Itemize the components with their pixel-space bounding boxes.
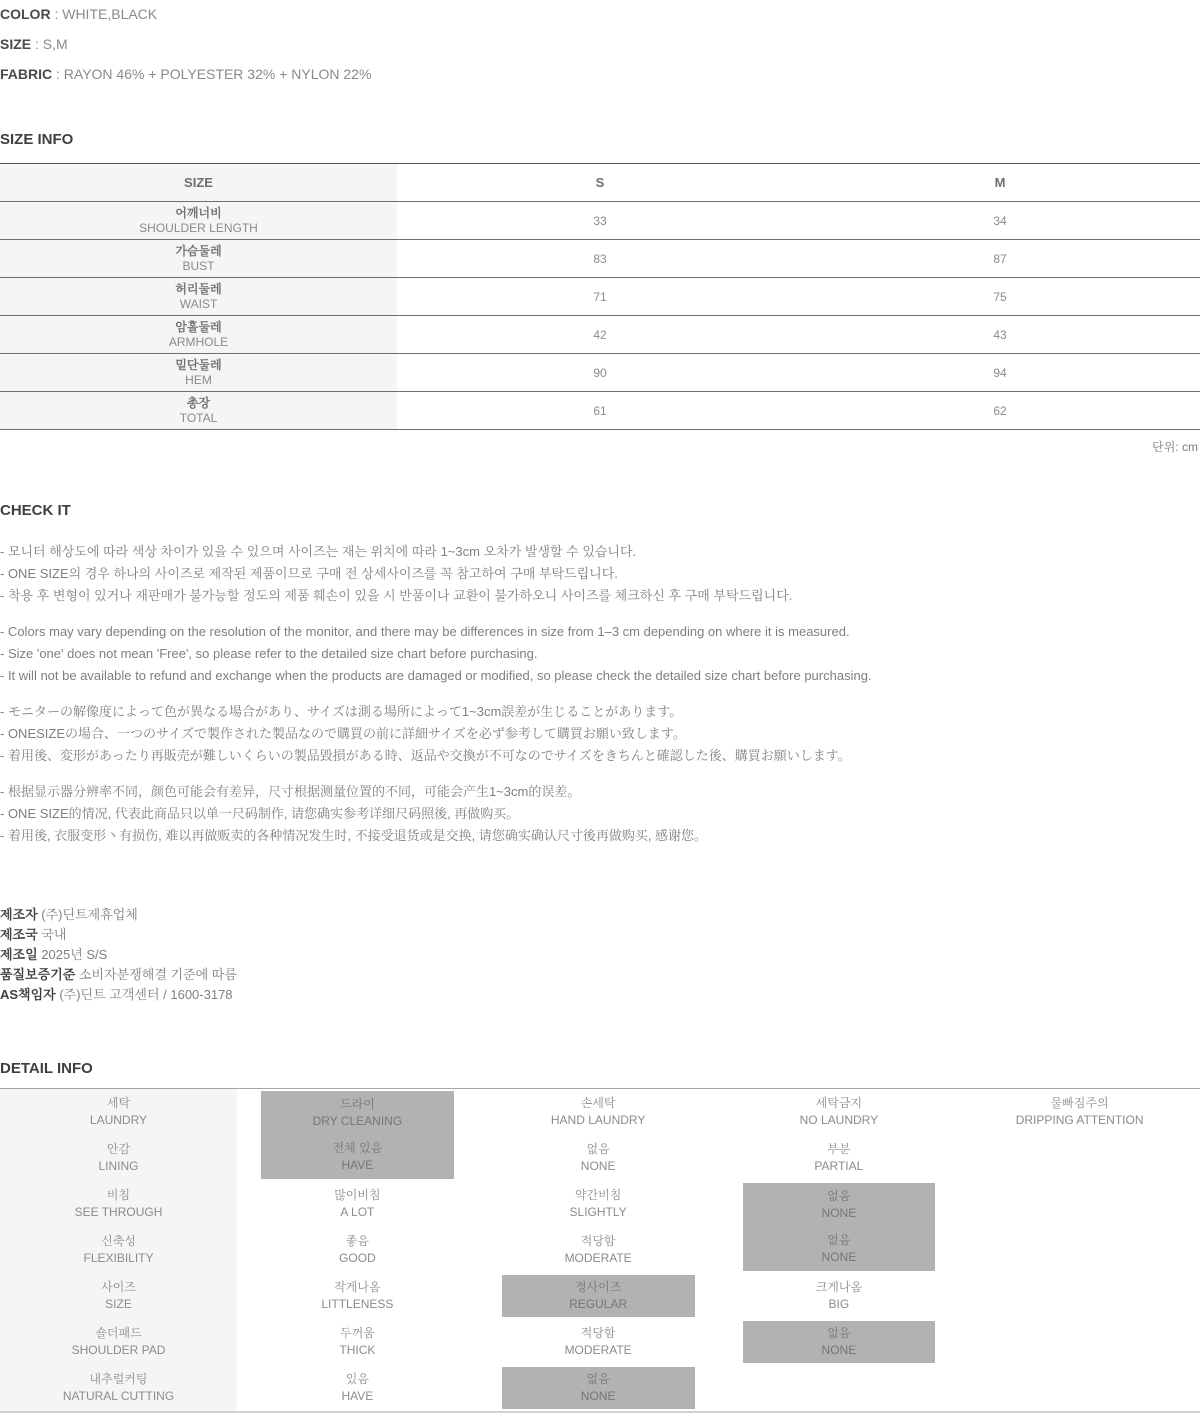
care-option-korean: 물빠짐주의 — [1050, 1096, 1109, 1110]
care-category-label — [0, 1227, 237, 1273]
care-category-korean: 안감 — [106, 1142, 131, 1156]
product-info-value: : S,M — [31, 36, 68, 52]
care-option — [743, 1137, 936, 1179]
detail-info-heading: DETAIL INFO — [0, 1060, 93, 1077]
care-option-cell — [237, 1273, 478, 1319]
manufacturer-row — [0, 965, 1200, 985]
care-option-korean: 있음 — [345, 1372, 369, 1386]
care-category-english: SHOULDER PAD — [71, 1343, 166, 1357]
care-option-english: NONE — [580, 1389, 616, 1403]
care-option-korean: 많이비침 — [334, 1188, 381, 1202]
care-category-english: SEE THROUGH — [74, 1205, 163, 1219]
care-option-english: NO LAUNDRY — [799, 1113, 879, 1127]
care-option — [261, 1183, 454, 1225]
care-option-english: LITTLENESS — [321, 1297, 394, 1311]
care-option-cell — [959, 1181, 1200, 1227]
care-option-english: NONE — [821, 1250, 857, 1264]
care-option-cell — [719, 1319, 960, 1365]
care-option — [502, 1091, 695, 1133]
size-cell-value: 61 — [593, 403, 607, 418]
care-option-english: HAVE — [341, 1389, 374, 1403]
care-option-korean: 없음 — [827, 1189, 851, 1203]
care-attribute-row — [0, 1181, 1200, 1227]
size-table-row — [0, 316, 1200, 354]
unit-note: 단위: cm — [1152, 440, 1198, 454]
size-cell-label — [0, 240, 400, 277]
care-option-cell — [959, 1089, 1200, 1135]
manufacturer-value: (주)딘트 고객센터 / 1600-3178 — [55, 987, 233, 1002]
check-it-line: - 着用後, 衣服变形丶有损伤, 难以再做贩卖的各种情况发生时, 不接受退货或是交换, 请您确实确认尺寸後再做购买, 感谢您。 — [0, 828, 708, 843]
care-option-korean: 좋음 — [345, 1234, 369, 1248]
size-table — [0, 163, 1200, 430]
care-option-cell — [959, 1273, 1200, 1319]
check-it-notes — [0, 541, 1200, 847]
care-option-english: REGULAR — [569, 1297, 628, 1311]
size-label-korean: 어깨너비 — [175, 205, 222, 220]
care-option-korean: 정사이즈 — [574, 1280, 622, 1294]
manufacturer-info — [0, 905, 1200, 1005]
care-option-cell — [237, 1089, 478, 1135]
care-option-selected — [502, 1367, 695, 1409]
care-attribute-row — [0, 1319, 1200, 1365]
check-it-block-english — [0, 621, 1200, 687]
care-option — [743, 1091, 936, 1133]
size-header-label: SIZE — [184, 175, 213, 190]
check-it-line: - モニターの解像度によって色が異なる場合があり、サイズは測る場所によって1~3cm誤差が生じることがあります。 — [0, 704, 683, 719]
size-cell-value: 90 — [593, 365, 607, 380]
size-label-english: TOTAL — [179, 410, 218, 425]
care-option-korean: 없음 — [827, 1326, 851, 1340]
care-option-cell — [959, 1319, 1200, 1365]
check-it-line: - ONE SIZE的情况, 代表此商品只以单一尺码制作, 请您确实参考详细尺码照後, 再做购买。 — [0, 806, 520, 821]
product-info-row — [0, 36, 1200, 52]
manufacturer-label: 제조자 — [0, 907, 38, 922]
care-category-korean: 신축성 — [101, 1234, 136, 1248]
care-option-selected — [743, 1227, 936, 1271]
size-cell-label — [0, 202, 400, 239]
care-option-cell — [719, 1089, 960, 1135]
care-option-selected — [743, 1183, 936, 1227]
care-option-cell — [237, 1227, 478, 1273]
care-option-korean: 크게나옴 — [815, 1280, 863, 1294]
care-attribute-row — [0, 1089, 1200, 1135]
care-option-korean: 없음 — [827, 1233, 851, 1247]
size-header-column: M — [994, 175, 1006, 190]
size-cell-value: 33 — [593, 213, 607, 228]
size-cell-value: 43 — [993, 327, 1007, 342]
size-cell-value: 34 — [993, 213, 1007, 228]
care-option — [502, 1137, 695, 1179]
care-option-english: NONE — [580, 1159, 616, 1173]
check-it-block-japanese — [0, 701, 1200, 767]
care-category-english: SIZE — [105, 1297, 132, 1311]
manufacturer-row — [0, 905, 1200, 925]
check-it-line: - 착용 후 변형이 있거나 재판매가 불가능할 정도의 제품 훼손이 있을 시 반품이나 교환이 불가하오니 사이즈를 체크하신 후 구매 부탁드립니다. — [0, 588, 793, 603]
care-option — [743, 1275, 936, 1317]
care-option-english: NONE — [821, 1343, 857, 1357]
care-option-korean: 없음 — [586, 1142, 610, 1156]
care-option-cell — [478, 1273, 719, 1319]
size-cell-value: 71 — [593, 289, 607, 304]
care-option — [261, 1367, 454, 1409]
care-attribute-row — [0, 1365, 1200, 1411]
manufacturer-value: 2025년 S/S — [37, 947, 108, 962]
care-option-english: THICK — [339, 1343, 376, 1357]
check-it-line: - 모니터 해상도에 따라 색상 차이가 있을 수 있으며 사이즈는 재는 위치에 따라 1~3cm 오차가 발생할 수 있습니다. — [0, 544, 637, 559]
size-table-row — [0, 392, 1200, 430]
manufacturer-value: 소비자분쟁해결 기준에 따름 — [75, 967, 237, 982]
care-attribute-row — [0, 1135, 1200, 1181]
care-option-cell — [237, 1181, 478, 1227]
size-cell-label — [0, 354, 400, 391]
size-label-korean: 밑단둘레 — [175, 357, 222, 372]
size-cell-value: 42 — [593, 327, 607, 342]
manufacturer-label: AS책임자 — [0, 987, 56, 1002]
care-category-label — [0, 1181, 237, 1227]
size-label-korean: 암홀둘레 — [175, 319, 222, 334]
care-option-english: PARTIAL — [814, 1159, 864, 1173]
care-attribute-row — [0, 1273, 1200, 1319]
care-option — [261, 1321, 454, 1363]
product-info-value: : WHITE,BLACK — [50, 6, 158, 22]
care-option-cell — [237, 1135, 478, 1181]
care-option-korean: 적당함 — [580, 1326, 616, 1340]
care-option-korean: 적당함 — [580, 1234, 616, 1248]
check-it-line: - 根据显示器分辨率不同，颜色可能会有差异，尺寸根据测量位置的不同，可能会产生1~3cm的误差。 — [0, 784, 581, 799]
care-option-selected — [261, 1091, 454, 1135]
care-option-english: HAVE — [341, 1158, 374, 1172]
size-cell-value: 94 — [993, 365, 1007, 380]
size-label-english: SHOULDER LENGTH — [139, 220, 258, 235]
product-info-label: FABRIC — [0, 66, 53, 82]
care-option-korean: 전체 있음 — [332, 1141, 383, 1155]
size-table-header-row — [0, 164, 1200, 202]
check-it-line: - Size 'one' does not mean 'Free', so please refer to the detailed size chart before purchasing. — [0, 646, 538, 661]
size-cell-label — [0, 316, 400, 353]
size-table-row — [0, 278, 1200, 316]
care-option-cell — [719, 1273, 960, 1319]
care-option-cell — [237, 1319, 478, 1365]
size-label-korean: 총장 — [186, 395, 211, 410]
size-header-label-cell — [0, 164, 400, 201]
care-option-korean: 약간비침 — [574, 1188, 622, 1202]
size-label-english: ARMHOLE — [168, 334, 229, 349]
care-option — [502, 1321, 695, 1363]
care-option-selected — [743, 1321, 936, 1363]
care-category-english: LAUNDRY — [89, 1113, 148, 1127]
care-option-english: NONE — [821, 1206, 857, 1220]
care-category-label — [0, 1273, 237, 1319]
check-it-line: - ONE SIZE의 경우 하나의 사이즈로 제작된 제품이므로 구매 전 상세사이즈를 꼭 참고하여 구매 부탁드립니다. — [0, 566, 618, 581]
care-option-korean: 작게나옴 — [334, 1280, 381, 1294]
size-cell-value: 75 — [993, 289, 1007, 304]
care-category-korean: 내추럴커팅 — [89, 1372, 148, 1386]
care-option-english: A LOT — [340, 1205, 375, 1219]
care-option-selected — [502, 1275, 695, 1317]
care-category-label — [0, 1089, 237, 1135]
care-option — [261, 1229, 454, 1271]
product-info — [0, 6, 1200, 82]
care-attribute-row — [0, 1227, 1200, 1273]
product-info-row — [0, 6, 1200, 22]
care-option-korean: 드라이 — [339, 1097, 375, 1111]
size-cell-value: 83 — [593, 251, 607, 266]
care-category-label — [0, 1365, 237, 1411]
check-it-line: - It will not be available to refund and exchange when the products are damaged or modified, so please check the detailed size chart before purchasing. — [0, 668, 872, 683]
care-category-korean: 숄더패드 — [95, 1326, 142, 1340]
care-category-korean: 사이즈 — [101, 1280, 136, 1294]
care-option-cell — [478, 1089, 719, 1135]
manufacturer-label: 제조국 — [0, 927, 38, 942]
care-category-english: FLEXIBILITY — [83, 1251, 154, 1265]
check-it-block-chinese — [0, 781, 1200, 847]
care-option-cell — [719, 1181, 960, 1227]
care-option-cell — [478, 1181, 719, 1227]
care-option-cell — [478, 1135, 719, 1181]
size-table-row — [0, 354, 1200, 392]
care-category-english: NATURAL CUTTING — [62, 1389, 175, 1403]
size-label-korean: 가슴둘레 — [175, 243, 222, 258]
care-category-label — [0, 1135, 237, 1181]
care-option — [261, 1275, 454, 1317]
care-option-korean: 부분 — [827, 1142, 851, 1156]
care-category-korean: 비침 — [106, 1188, 131, 1202]
care-option-korean: 없음 — [586, 1372, 610, 1386]
size-info-heading: SIZE INFO — [0, 131, 74, 148]
size-cell-value: 87 — [993, 251, 1007, 266]
manufacturer-row — [0, 945, 1200, 965]
care-category-korean: 세탁 — [106, 1096, 131, 1110]
care-option-korean: 손세탁 — [580, 1096, 616, 1110]
care-option-cell — [478, 1319, 719, 1365]
care-option-cell — [237, 1365, 478, 1411]
size-header-column: S — [595, 175, 605, 190]
size-label-english: HEM — [185, 372, 212, 387]
care-option-english: BIG — [828, 1297, 850, 1311]
product-info-label: COLOR — [0, 6, 51, 22]
check-it-block-korean — [0, 541, 1200, 607]
care-option — [502, 1183, 695, 1225]
size-table-row — [0, 240, 1200, 278]
manufacturer-value: 국내 — [37, 927, 67, 942]
product-info-value: : RAYON 46% + POLYESTER 32% + NYLON 22% — [52, 66, 372, 82]
care-option-cell — [959, 1135, 1200, 1181]
care-category-english: LINING — [98, 1159, 139, 1173]
care-option-cell — [959, 1365, 1200, 1411]
manufacturer-row — [0, 985, 1200, 1005]
care-category-label — [0, 1319, 237, 1365]
care-option-korean: 세탁금지 — [815, 1096, 863, 1110]
manufacturer-value: (주)딘트제휴업체 — [37, 907, 138, 922]
care-option-english: GOOD — [339, 1251, 376, 1265]
care-option-english: MODERATE — [564, 1343, 632, 1357]
care-option — [983, 1091, 1176, 1133]
size-label-english: BUST — [182, 258, 215, 273]
care-option-cell — [478, 1365, 719, 1411]
care-option-english: HAND LAUNDRY — [550, 1113, 646, 1127]
size-label-korean: 허리둘레 — [175, 281, 222, 296]
size-cell-label — [0, 392, 400, 429]
product-info-row — [0, 66, 1200, 82]
care-option-cell — [959, 1227, 1200, 1273]
check-it-line: - ONESIZEの場合、一つのサイズで製作された製品なので購買の前に詳細サイズを必ず参考して購買お願い致します。 — [0, 726, 686, 741]
care-option-english: DRY CLEANING — [312, 1114, 403, 1128]
care-option-english: SLIGHTLY — [569, 1205, 627, 1219]
care-option-english: MODERATE — [564, 1251, 632, 1265]
manufacturer-label: 품질보증기준 — [0, 967, 76, 982]
care-option-english: DRIPPING ATTENTION — [1015, 1113, 1144, 1127]
care-option-cell — [478, 1227, 719, 1273]
check-it-line: - Colors may vary depending on the resolution of the monitor, and there may be differences in size from 1–3 cm depending on where it is measured. — [0, 624, 850, 639]
product-info-label: SIZE — [0, 36, 32, 52]
size-label-english: WAIST — [179, 296, 218, 311]
care-option — [502, 1229, 695, 1271]
manufacturer-label: 제조일 — [0, 947, 38, 962]
care-option-cell — [719, 1365, 960, 1411]
size-table-row — [0, 202, 1200, 240]
care-option-selected — [261, 1135, 454, 1179]
check-it-line: - 着用後、変形があったり再販売が難しいくらいの製品毀損がある時、返品や交換が不可なのでサイズをきちんと確認した後、購買お願いします。 — [0, 748, 851, 763]
size-cell-label — [0, 278, 400, 315]
size-cell-value: 62 — [993, 403, 1007, 418]
care-option-cell — [719, 1227, 960, 1273]
manufacturer-row — [0, 925, 1200, 945]
check-it-heading: CHECK IT — [0, 502, 71, 519]
detail-info-grid — [0, 1088, 1200, 1413]
care-option-korean: 두꺼움 — [339, 1326, 375, 1340]
care-option-cell — [719, 1135, 960, 1181]
